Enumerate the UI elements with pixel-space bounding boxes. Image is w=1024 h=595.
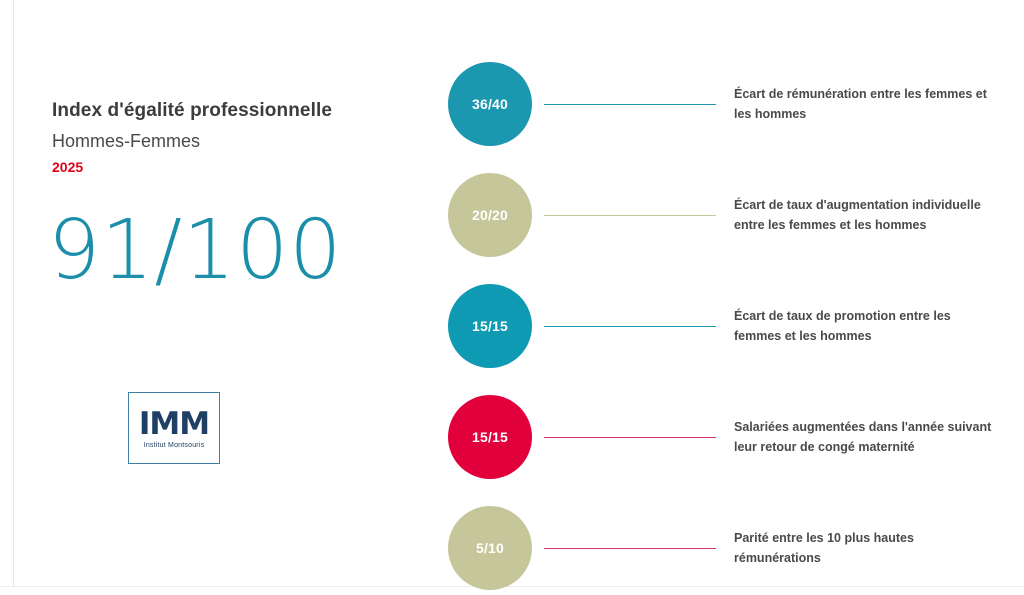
indicator-row (448, 62, 996, 146)
indicator-label: Écart de taux d'augmentation individuelle entre les femmes et les hommes (734, 198, 981, 232)
indicator-row (448, 506, 996, 590)
indicator-connector-line (544, 437, 716, 438)
indicator-connector-line (544, 548, 716, 549)
indicator-label: Parité entre les 10 plus hautes rémunérations (734, 531, 914, 565)
title-block (52, 98, 412, 176)
indicator-score-bubble: 36/40 (448, 62, 532, 146)
logo-wordmark: IMM (138, 405, 210, 442)
indicator-score-bubble: 20/20 (448, 173, 532, 257)
page-year: 2025 (52, 159, 84, 175)
indicator-score-bubble: 5/10 (448, 506, 532, 590)
imm-logo (128, 392, 220, 464)
indicator-connector-line (544, 215, 716, 216)
indicator-label: Écart de rémunération entre les femmes et les hommes (734, 87, 987, 121)
logo-tagline: Institut Montsouris (143, 441, 205, 449)
left-margin-band (0, 0, 14, 595)
indicator-score-bubble: 15/15 (448, 284, 532, 368)
indicator-row (448, 173, 996, 257)
indicator-score-bubble: 15/15 (448, 395, 532, 479)
global-score: 91/100 (48, 203, 343, 298)
indicator-label: Salariées augmentées dans l'année suivant leur retour de congé maternité (734, 420, 992, 454)
indicator-row (448, 284, 996, 368)
page-subtitle: Hommes-Femmes (52, 131, 201, 151)
indicator-row (448, 395, 996, 479)
indicator-label: Écart de taux de promotion entre les femmes et les hommes (734, 309, 951, 343)
indicator-connector-line (544, 104, 716, 105)
indicator-connector-line (544, 326, 716, 327)
page-title: Index d'égalité professionnelle (52, 100, 333, 121)
